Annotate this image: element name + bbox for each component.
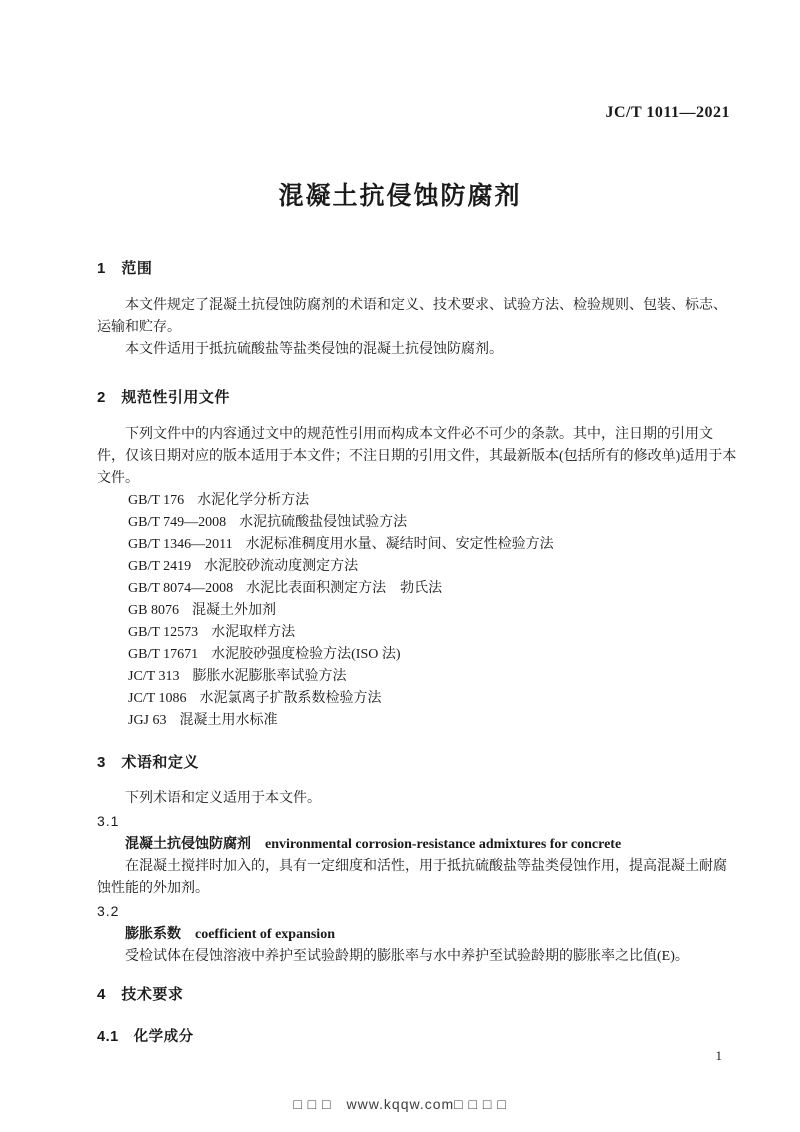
normative-references-list (97, 490, 737, 732)
reference-title: 水泥抗硫酸盐侵蚀试验方法 (239, 515, 408, 530)
reference-item (128, 644, 737, 666)
term-title-en: coefficient of expansion (195, 927, 335, 942)
reference-item (128, 600, 737, 622)
footer-watermark: □ □ □ www.kqqw.com□ □ □ □ (293, 1096, 507, 1112)
reference-code: GB/T 17671 (128, 647, 199, 662)
reference-item (128, 666, 737, 688)
term-number: 3.2 (97, 903, 120, 919)
reference-title: 水泥比表面积测定方法 勃氏法 (246, 581, 443, 596)
reference-title: 水泥取样方法 (211, 625, 296, 640)
section-2-heading: 2 规范性引用文件 (97, 389, 230, 406)
reference-item (128, 622, 737, 644)
term-title-zh: 膨胀系数 (125, 925, 181, 941)
doc-number: JC/T 1011—2021 (605, 104, 730, 121)
section-3-paragraph: 下列术语和定义适用于本文件。 (125, 791, 321, 806)
reference-title: 水泥胶砂强度检验方法(ISO 法) (211, 647, 401, 662)
reference-code: GB/T 1346—2011 (128, 537, 233, 552)
reference-item (128, 512, 737, 534)
section-2-paragraph: 下列文件中的内容通过文中的规范性引用而构成本文件必不可少的条款。其中，注日期的引用文件，仅该日期对应的版本适用于本文件；不注日期的引用文件，其最新版本(包括所有的修改单)适用于本文件。 (97, 427, 737, 486)
reference-code: GB/T 2419 (128, 559, 192, 574)
reference-code: JC/T 313 (128, 669, 180, 684)
section-1-paragraph: 本文件规定了混凝土抗侵蚀防腐剂的术语和定义、技术要求、试验方法、检验规则、包装、标志、运输和贮存。 (97, 298, 727, 335)
reference-code: GB/T 8074—2008 (128, 581, 234, 596)
reference-code: JGJ 63 (128, 713, 167, 728)
term-definition: 受检试体在侵蚀溶液中养护至试验龄期的膨胀率与水中养护至试验龄期的膨胀率之比值(E)。 (125, 949, 689, 964)
reference-item (128, 556, 737, 578)
section-1-paragraph: 本文件适用于抵抗硫酸盐等盐类侵蚀的混凝土抗侵蚀防腐剂。 (125, 342, 503, 357)
reference-title: 水泥胶砂流动度测定方法 (204, 559, 359, 574)
section-4-1-heading: 4.1 化学成分 (97, 1029, 194, 1045)
page-title: 混凝土抗侵蚀防腐剂 (278, 182, 522, 210)
reference-title: 水泥氯离子扩散系数检验方法 (199, 691, 382, 706)
reference-title: 膨胀水泥膨胀率试验方法 (192, 669, 347, 684)
reference-item (128, 534, 737, 556)
reference-title: 混凝土外加剂 (191, 603, 276, 618)
reference-code: JC/T 1086 (128, 691, 187, 706)
section-3-heading: 3 术语和定义 (97, 754, 199, 771)
reference-title: 水泥化学分析方法 (197, 493, 310, 508)
reference-code: GB/T 12573 (128, 625, 199, 640)
reference-title: 混凝土用水标准 (179, 713, 278, 728)
term-title-zh: 混凝土抗侵蚀防腐剂 (125, 835, 251, 851)
reference-item (128, 688, 737, 710)
reference-code: GB/T 749—2008 (128, 515, 227, 530)
term-definition: 在混凝土搅拌时加入的，具有一定细度和活性，用于抵抗硫酸盐等盐类侵蚀作用，提高混凝土耐腐蚀性能的外加剂。 (97, 859, 727, 896)
term-title (97, 832, 737, 856)
document-content (97, 250, 737, 1048)
reference-code: GB/T 176 (128, 493, 185, 508)
term-number: 3.1 (97, 813, 120, 829)
page-number: 1 (715, 1048, 722, 1063)
reference-item (128, 490, 737, 512)
reference-item (128, 710, 737, 732)
term-title-en: environmental corrosion-resistance admixtures for concrete (265, 837, 622, 852)
reference-code: GB 8076 (128, 603, 179, 618)
section-4-heading: 4 技术要求 (97, 986, 184, 1003)
reference-title: 水泥标准稠度用水量、凝结时间、安定性检验方法 (245, 537, 554, 552)
section-1-heading: 1 范围 (97, 260, 153, 277)
reference-item (128, 578, 737, 600)
term-title (97, 922, 737, 946)
